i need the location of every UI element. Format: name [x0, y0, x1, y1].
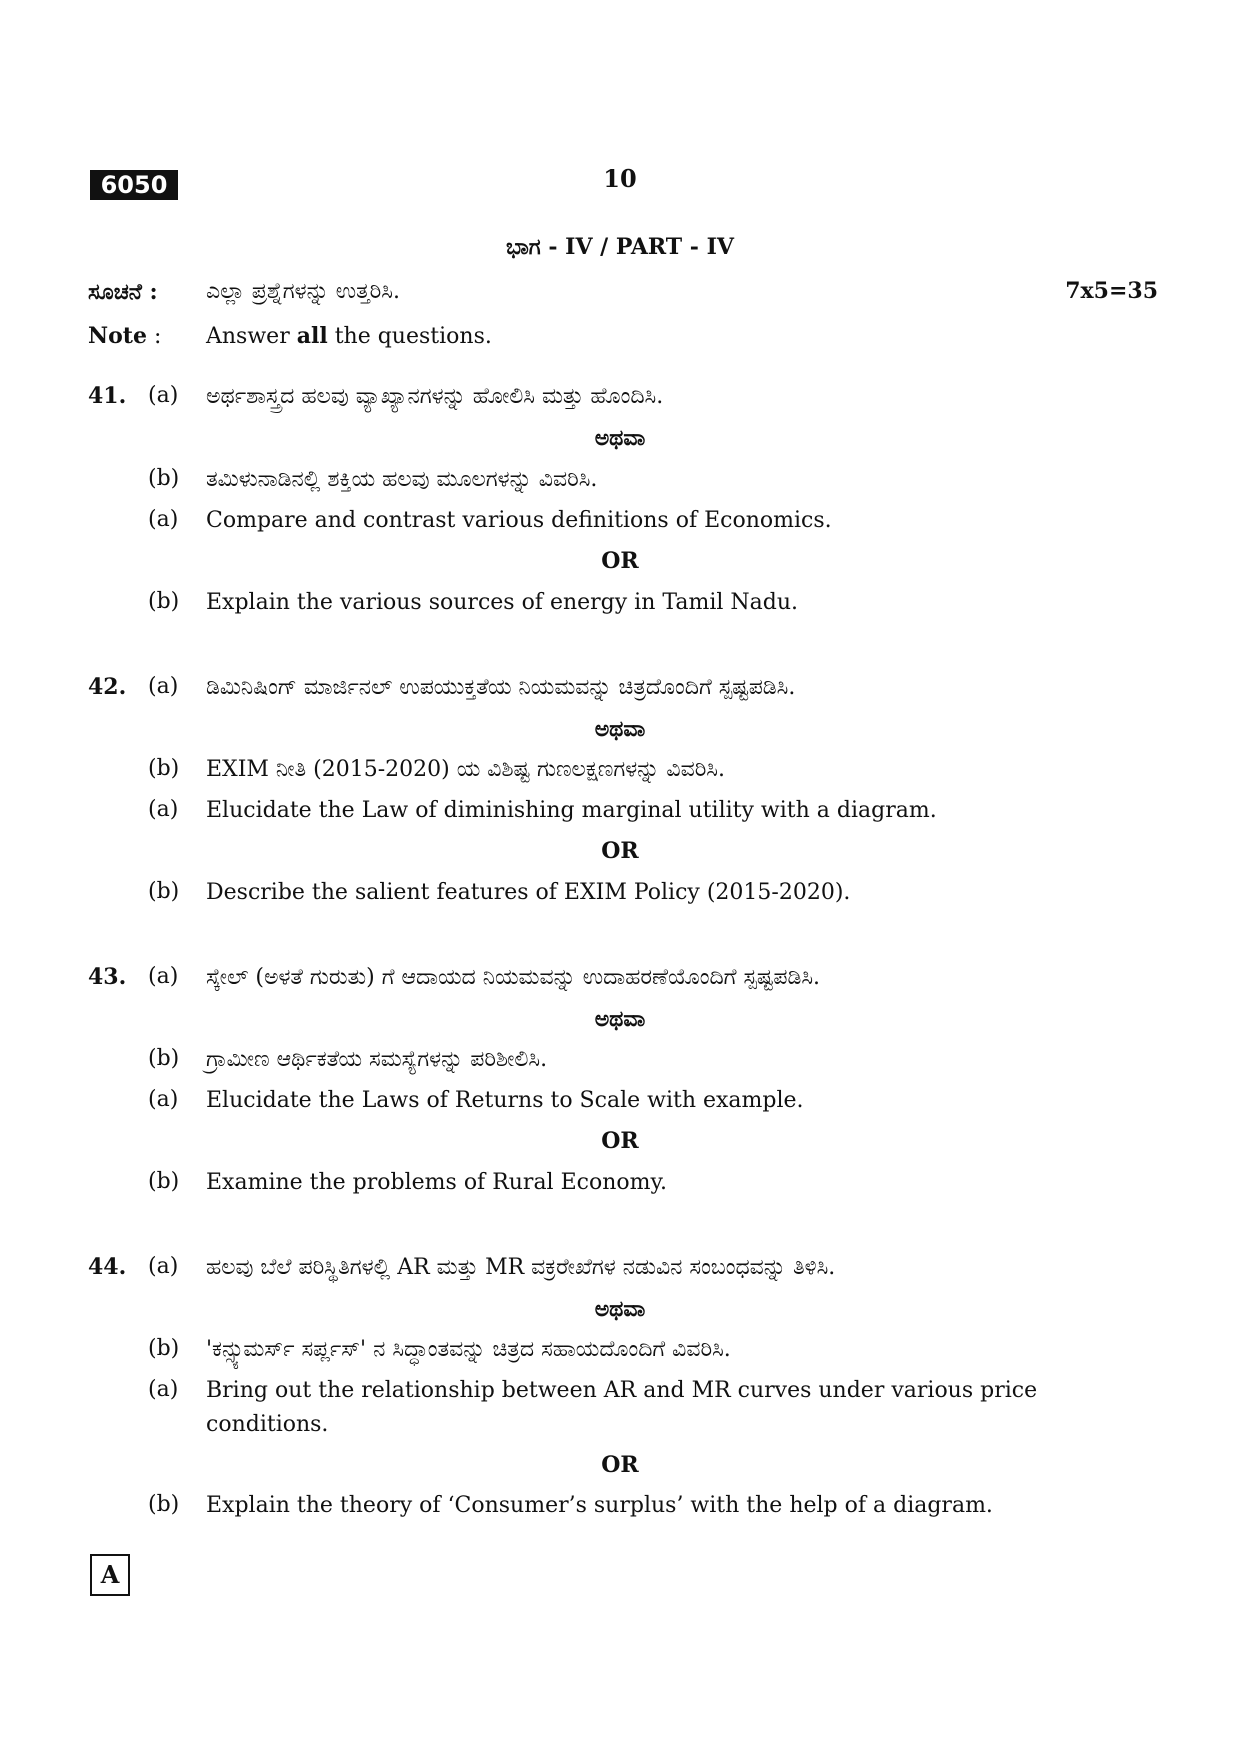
option-a-kannada: ಡಿಮಿನಿಷಿಂಗ್ ಮಾರ್ಜಿನಲ್ ಉಪಯುಕ್ತತೆಯ ನಿಯಮವನ್ನು ಚಿತ್ರದೊಂದಿಗೆ ಸ್ಪಷ್ಟಪಡಿಸಿ. [206, 675, 796, 700]
option-b-label: (b) [148, 466, 180, 491]
or-kannada: ಅಥವಾ [594, 1296, 646, 1322]
option-a-label: (a) [148, 1087, 179, 1112]
option-a-english-line1: Bring out the relationship between AR and MR curves under various price [206, 1378, 1038, 1403]
note-text: Answer all the questions. [206, 323, 492, 349]
or-english: OR [601, 548, 639, 574]
or-kannada: ಅಥವಾ [594, 716, 646, 742]
question-number: 44. [88, 1254, 127, 1280]
option-a-label: (a) [148, 674, 179, 699]
option-b-label: (b) [148, 589, 180, 614]
instruction-kn-text: ಎಲ್ಲಾ ಪ್ರಶ್ನೆಗಳನ್ನು ಉತ್ತರಿಸಿ. [206, 279, 400, 304]
option-b-english: Examine the problems of Rural Economy. [206, 1170, 667, 1195]
option-b-kannada: 'ಕನ್ಸ್ಯುಮರ್ಸ್ ಸರ್ಪ್ಲಸ್' ನ ಸಿದ್ಧಾಂತವನ್ನು ಚಿತ್ರದ ಸಹಾಯದೊಂದಿಗೆ ವಿವರಿಸಿ. [206, 1337, 731, 1362]
option-a-kannada: ಅರ್ಥಶಾಸ್ತ್ರದ ಹಲವು ವ್ಯಾಖ್ಯಾನಗಳನ್ನು ಹೋಲಿಸಿ ಮತ್ತು ಹೊಂದಿಸಿ. [206, 384, 664, 409]
option-b-label: (b) [148, 1046, 180, 1071]
page-number: 10 [603, 164, 637, 193]
option-b-label: (b) [148, 1492, 180, 1517]
option-a-kannada: ಸ್ಕೇಲ್ (ಅಳತೆ ಗುರುತು) ಗೆ ಆದಾಯದ ನಿಯಮವನ್ನು ಉದಾಹರಣೆಯೊಂದಿಗೆ ಸ್ಪಷ್ಟಪಡಿಸಿ. [206, 965, 821, 990]
or-english: OR [601, 1452, 639, 1478]
part-heading: ಭಾಗ - IV / PART - IV [506, 234, 734, 260]
option-b-kannada: EXIM ನೀತಿ (2015-2020) ಯ ವಿಶಿಷ್ಟ ಗುಣಲಕ್ಷಣಗಳನ್ನು ವಿವರಿಸಿ. [206, 757, 725, 782]
option-a-english-line2: conditions. [206, 1412, 329, 1437]
option-a-label: (a) [148, 507, 179, 532]
option-b-kannada: ಗ್ರಾಮೀಣ ಆರ್ಥಿಕತೆಯ ಸಮಸ್ಯೆಗಳನ್ನು ಪರಿಶೀಲಿಸಿ. [206, 1047, 548, 1072]
paper-code-badge: 6050 [90, 170, 178, 200]
option-b-label: (b) [148, 1169, 180, 1194]
option-b-label: (b) [148, 1336, 180, 1361]
option-b-english: Explain the theory of ‘Consumer’s surplus’ with the help of a diagram. [206, 1493, 993, 1518]
option-b-label: (b) [148, 879, 180, 904]
option-b-label: (b) [148, 756, 180, 781]
or-english: OR [601, 1128, 639, 1154]
or-kannada: ಅಥವಾ [594, 425, 646, 451]
option-a-label: (a) [148, 797, 179, 822]
or-kannada: ಅಥವಾ [594, 1006, 646, 1032]
or-english: OR [601, 838, 639, 864]
note-label: Note : [88, 323, 162, 349]
option-a-english: Compare and contrast various definitions of Economics. [206, 508, 832, 533]
option-b-english: Describe the salient features of EXIM Policy (2015-2020). [206, 880, 851, 905]
option-a-label: (a) [148, 1254, 179, 1279]
option-a-label: (a) [148, 1377, 179, 1402]
question-number: 42. [88, 674, 127, 700]
option-a-english: Elucidate the Laws of Returns to Scale with example. [206, 1088, 804, 1113]
version-letter-box: A [90, 1554, 130, 1596]
option-b-english: Explain the various sources of energy in Tamil Nadu. [206, 590, 798, 615]
instruction-kn-label: ಸೂಚನೆ : [88, 279, 158, 305]
question-number: 43. [88, 964, 127, 990]
option-a-kannada: ಹಲವು ಬೆಲೆ ಪರಿಸ್ಥಿತಿಗಳಲ್ಲಿ AR ಮತ್ತು MR ವಕ್ರರೇಖೆಗಳ ನಡುವಿನ ಸಂಬಂಧವನ್ನು ತಿಳಿಸಿ. [206, 1255, 836, 1280]
marks-allocation: 7x5=35 [1065, 278, 1158, 304]
question-number: 41. [88, 383, 127, 409]
option-b-kannada: ತಮಿಳುನಾಡಿನಲ್ಲಿ ಶಕ್ತಿಯ ಹಲವು ಮೂಲಗಳನ್ನು ವಿವರಿಸಿ. [206, 467, 598, 492]
option-a-label: (a) [148, 383, 179, 408]
option-a-label: (a) [148, 964, 179, 989]
option-a-english: Elucidate the Law of diminishing marginal utility with a diagram. [206, 798, 937, 823]
